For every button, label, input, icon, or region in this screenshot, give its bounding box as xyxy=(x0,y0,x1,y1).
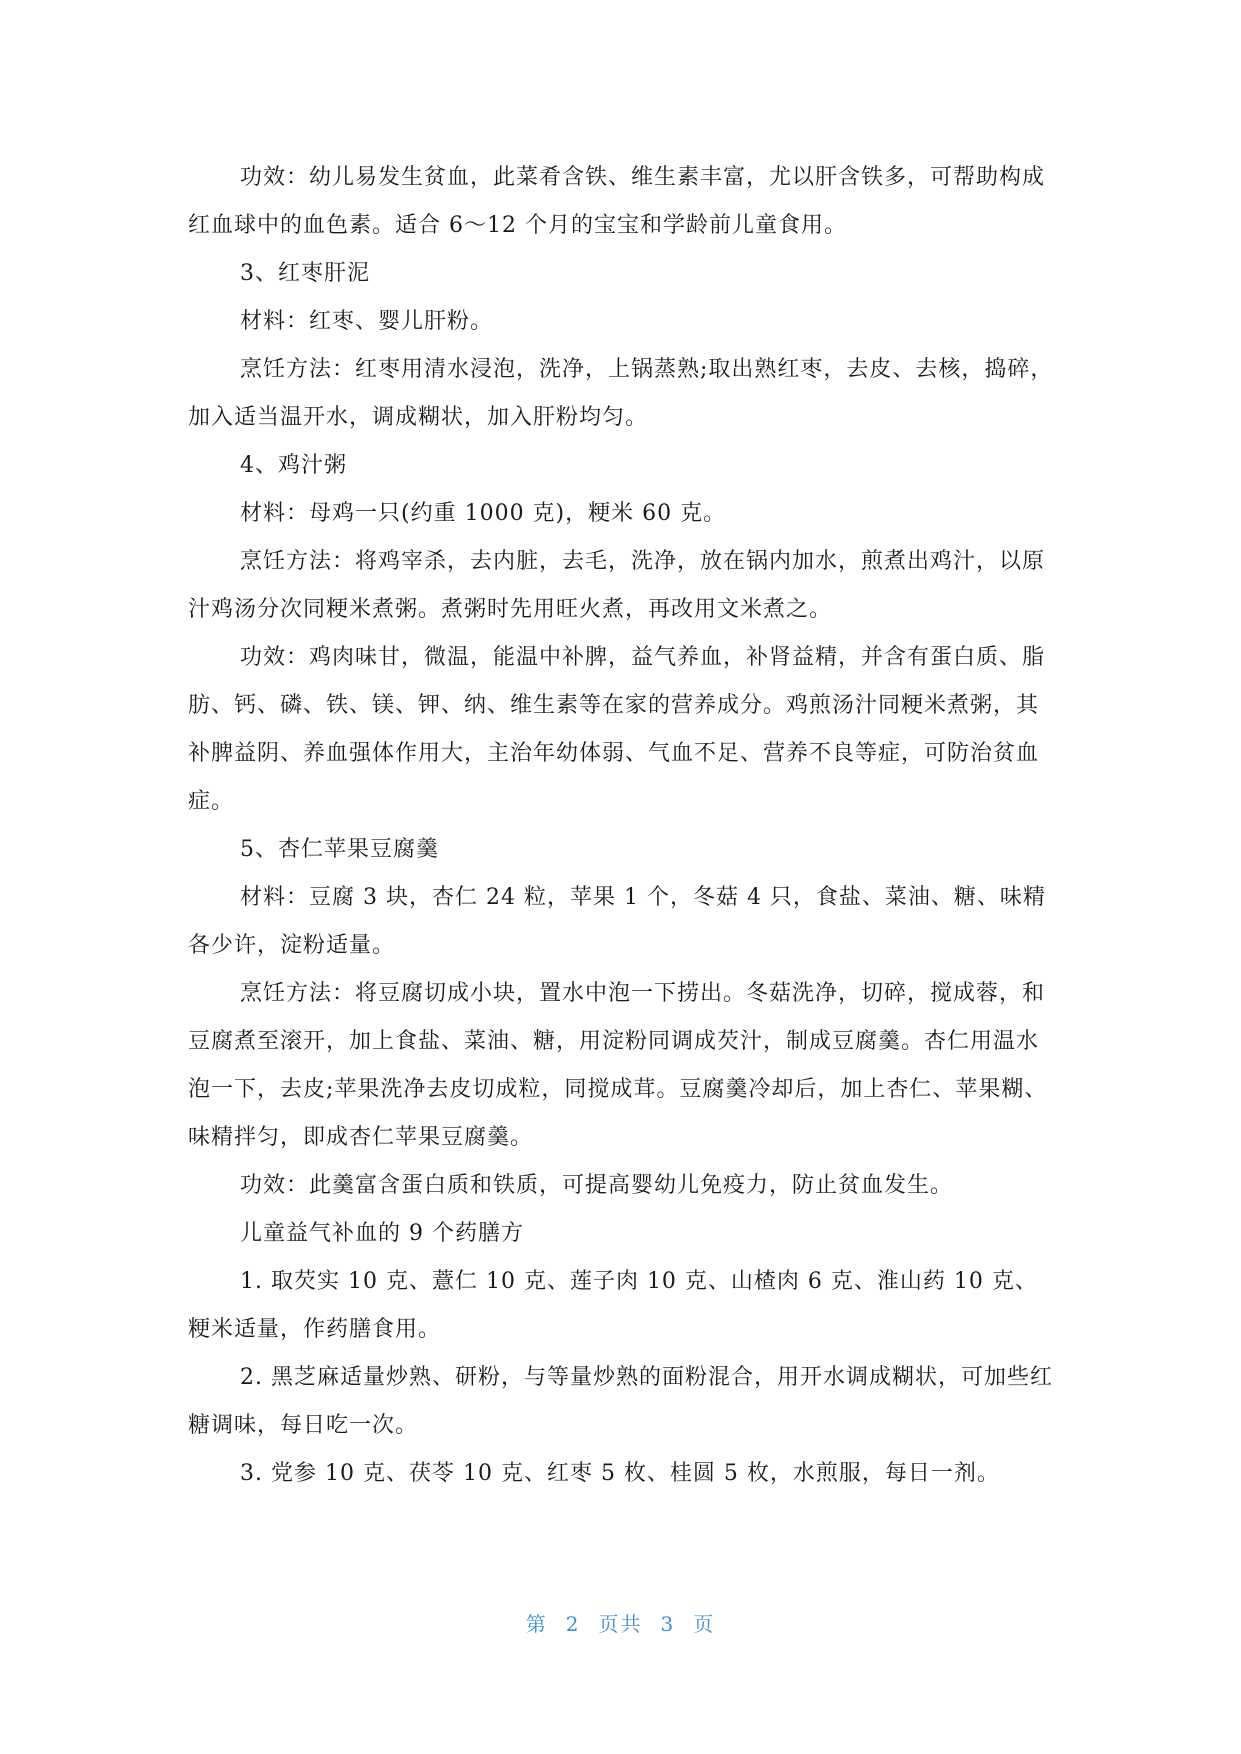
list-item-recipe-2: 2. 黑芝麻适量炒熟、研粉，与等量炒熟的面粉混合，用开水调成糊状，可加些红糖调味，每日吃一次。 xyxy=(188,1365,1053,1438)
paragraph-efficacy-chicken: 功效：鸡肉味甘，微温，能温中补脾，益气养血，补肾益精，并含有蛋白质、脂肪、钙、磷、铁、镁、钾、纳、维生素等在家的营养成分。鸡煎汤汁同粳米煮粥，其补脾益阴、养血强体作用大，主治年幼体弱、气血不足、营养不良等症，可防治贫血症。 xyxy=(188,645,1046,814)
paragraph-ingredients-tofu: 材料：豆腐 3 块，杏仁 24 粒，苹果 1 个，冬菇 4 只，食盐、菜油、糖、味精各少许，淀粉适量。 xyxy=(188,885,1046,958)
paragraph-ingredients-jujube: 材料：红枣、婴儿肝粉。 xyxy=(240,309,494,334)
paragraph-method-chicken: 烹饪方法：将鸡宰杀，去内脏，去毛，洗净，放在锅内加水，煎煮出鸡汁，以原汁鸡汤分次同粳米煮粥。煮粥时先用旺火煮，再改用文米煮之。 xyxy=(188,549,1046,622)
footer-suffix: 页 xyxy=(693,1612,716,1636)
document-body xyxy=(188,154,1058,1498)
footer-prefix: 第 xyxy=(525,1612,548,1636)
section-heading-nine-recipes: 儿童益气补血的 9 个药膳方 xyxy=(240,1221,524,1246)
list-item-recipe-3: 3. 党参 10 克、茯苓 10 克、红枣 5 枚、桂圆 5 枚，水煎服，每日一剂。 xyxy=(240,1461,1000,1486)
footer-total-pages: 3 xyxy=(660,1612,676,1636)
paragraph-efficacy-tofu: 功效：此羹富含蛋白质和铁质，可提高婴幼儿免疫力，防止贫血发生。 xyxy=(240,1173,954,1198)
paragraph-ingredients-chicken: 材料：母鸡一只(约重 1000 克)，粳米 60 克。 xyxy=(240,501,727,526)
paragraph-method-tofu: 烹饪方法：将豆腐切成小块，置水中泡一下捞出。冬菇洗净，切碎，搅成蓉，和豆腐煮至滚开，加上食盐、菜油、糖，用淀粉同调成芡汁，制成豆腐羹。杏仁用温水泡一下，去皮;苹果洗净去皮切成粒，同搅成茸。豆腐羹冷却后，加上杏仁、苹果糊、味精拌匀，即成杏仁苹果豆腐羹。 xyxy=(188,981,1048,1150)
page-footer xyxy=(0,1608,1241,1637)
footer-current-page: 2 xyxy=(565,1612,581,1636)
list-item-recipe-1: 1. 取芡实 10 克、薏仁 10 克、莲子肉 10 克、山楂肉 6 克、淮山药 10 克、粳米适量，作药膳食用。 xyxy=(188,1269,1038,1342)
footer-middle: 页共 xyxy=(598,1612,643,1636)
recipe-heading-chicken-congee: 4、鸡汁粥 xyxy=(240,453,347,478)
paragraph-method-jujube: 烹饪方法：红枣用清水浸泡，洗净，上锅蒸熟;取出熟红枣，去皮、去核，捣碎，加入适当温开水，调成糊状，加入肝粉均匀。 xyxy=(188,357,1054,430)
recipe-heading-almond-apple-tofu: 5、杏仁苹果豆腐羹 xyxy=(240,837,439,862)
paragraph-efficacy-liver: 功效：幼儿易发生贫血，此菜肴含铁、维生素丰富，尤以肝含铁多，可帮助构成红血球中的血色素。适合 6～12 个月的宝宝和学龄前儿童食用。 xyxy=(188,165,1046,238)
recipe-heading-jujube-liver-puree: 3、红枣肝泥 xyxy=(240,261,370,286)
